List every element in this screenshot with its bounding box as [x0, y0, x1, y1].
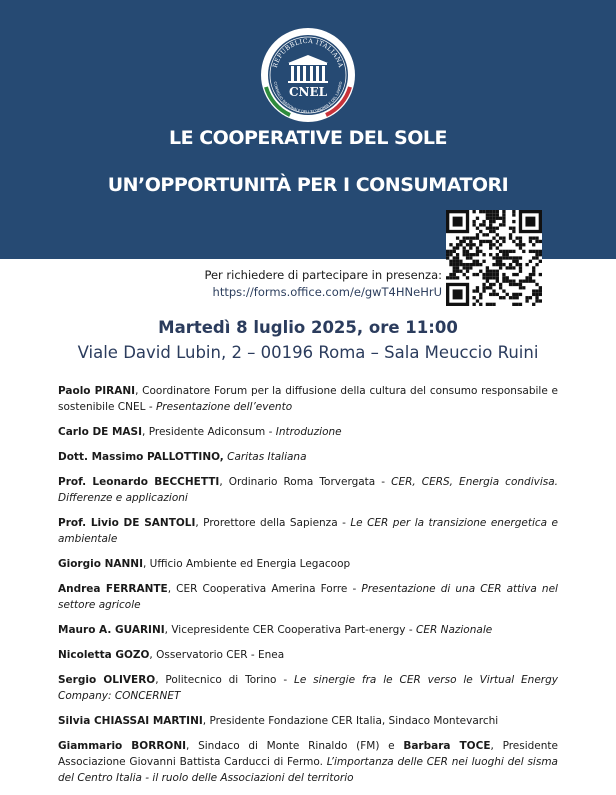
speaker-name: Carlo DE MASI — [58, 426, 143, 438]
qr-code-icon[interactable] — [446, 210, 542, 306]
speaker-name: Sergio OLIVERO — [58, 674, 156, 686]
speaker-item — [58, 556, 558, 572]
speaker-item — [58, 581, 558, 613]
speaker-name: Silvia CHIASSAI MARTINI — [58, 715, 203, 727]
speaker-list — [58, 383, 558, 795]
registration-link[interactable]: https://forms.office.com/e/gwT4HNeHrU — [212, 285, 442, 299]
registration-label: Per richiedere di partecipare in presenza: — [204, 268, 442, 282]
speaker-role: , Presidente Associazione Giovanni Battista Carducci di Fermo. — [58, 740, 559, 768]
speaker-name: Giorgio NANNI — [58, 558, 143, 570]
speaker-item — [58, 622, 558, 638]
speaker-name: Giammario BORRONI — [58, 740, 187, 752]
speaker-item — [58, 474, 558, 506]
speaker-name: Prof. Leonardo BECCHETTI — [58, 476, 220, 488]
speaker-role: , Prorettore della Sapienza - — [195, 517, 351, 529]
speaker-item — [58, 515, 558, 547]
title-line-2: UN’OPPORTUNITÀ PER I CONSUMATORI — [107, 174, 509, 196]
speaker-item — [58, 383, 558, 415]
speaker-role: , CER Cooperativa Amerina Forre - — [167, 583, 362, 595]
speaker-name: Andrea FERRANTE — [58, 583, 168, 595]
speaker-topic: Le CER per la transizione energetica e ambientale — [58, 517, 558, 545]
speaker-topic: Presentazione dell’evento — [155, 401, 293, 413]
speaker-topic: Le sinergie fra le CER verso le Virtual Energy Company: CONCERNET — [58, 674, 558, 702]
title-line-1: LE COOPERATIVE DEL SOLE — [169, 127, 447, 149]
event-date: Martedì 8 luglio 2025, ore 11:00 — [158, 318, 458, 337]
speaker-role: , Presidente Fondazione CER Italia, Sindaco Montevarchi — [202, 715, 499, 727]
speaker-name: Nicoletta GOZO — [58, 649, 150, 661]
speaker-item — [58, 672, 558, 704]
speaker-topic: Introduzione — [275, 426, 342, 438]
speaker-role: , Sindaco di Monte Rinaldo (FM) e — [186, 740, 404, 752]
speaker-role: , Ordinario Roma Torvergata - — [219, 476, 392, 488]
speaker-role: , Ufficio Ambiente ed Energia Legacoop — [143, 558, 351, 570]
speaker-name: Mauro A. GUARINI — [58, 624, 165, 636]
speaker-topic: CER, CERS, Energia condivisa. Differenze e applicazioni — [58, 476, 558, 504]
speaker-topic: Caritas Italiana — [227, 451, 307, 463]
logo-name: CNEL — [288, 85, 328, 99]
speaker-item — [58, 424, 558, 440]
speaker-topic: Presentazione di una CER attiva nel settore agricole — [58, 583, 558, 611]
speaker-role: , Coordinatore Forum per la diffusione della cultura del consumo responsabile e sostenibile CNEL - — [58, 385, 558, 413]
speaker-role: , Presidente Adiconsum - — [142, 426, 276, 438]
speaker-topic: L’importanza delle CER nei luoghi del sisma del Centro Italia - il ruolo delle Associazioni del territorio — [58, 756, 558, 784]
speaker-item — [58, 713, 558, 729]
speaker-item — [58, 738, 558, 786]
cnel-logo — [260, 27, 356, 123]
speaker-role: , Osservatorio CER - Enea — [149, 649, 285, 661]
svg-text:REPUBBLICA ITALIANA: REPUBBLICA ITALIANA — [271, 37, 345, 69]
svg-text:CONSIGLIO NAZIONALE DELL'ECONO: CONSIGLIO NAZIONALE DELL'ECONOMIA E DEL LAVORO — [273, 81, 343, 115]
speaker-topic: CER Nazionale — [415, 624, 493, 636]
speaker-item — [58, 647, 558, 663]
speaker-name: Prof. Livio DE SANTOLI — [58, 517, 196, 529]
speaker-role: , Politecnico di Torino - — [155, 674, 294, 686]
speaker-name: Paolo PIRANI — [58, 385, 136, 397]
speaker-item — [58, 449, 558, 465]
speaker-name: Barbara TOCE — [403, 740, 491, 752]
speaker-name: Dott. Massimo PALLOTTINO, — [58, 451, 224, 463]
speaker-role: , Vicepresidente CER Cooperativa Part-energy - — [164, 624, 416, 636]
event-venue: Viale David Lubin, 2 – 00196 Roma – Sala Meuccio Ruini — [77, 343, 539, 362]
